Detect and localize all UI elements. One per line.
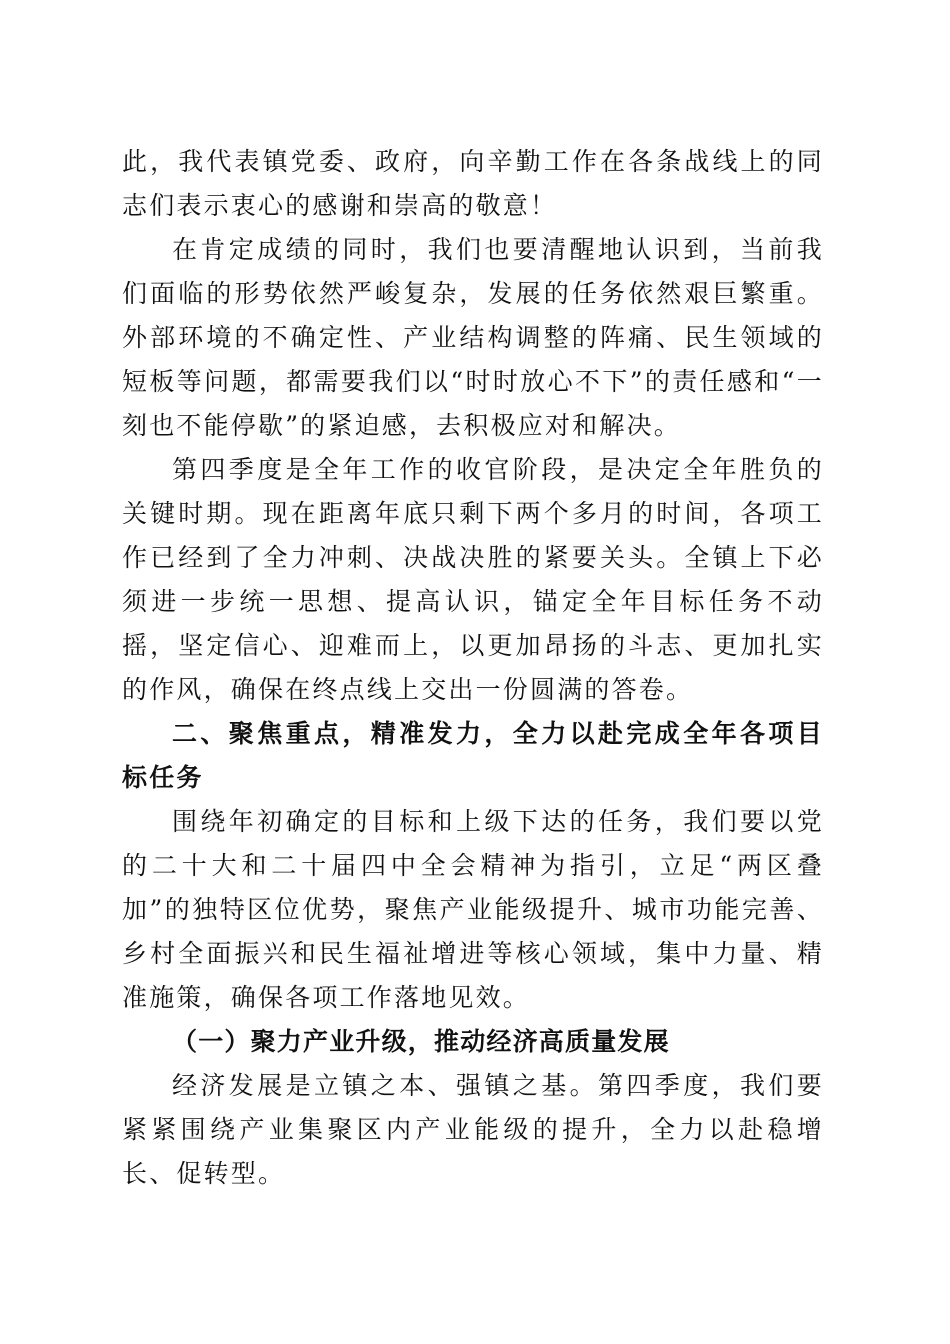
paragraph-challenges: 在肯定成绩的同时，我们也要清醒地认识到，当前我们面临的形势依然严峻复杂，发展的任务依然艰巨繁重。外部环境的不确定性、产业结构调整的阵痛、民生领域的短板等问题，都需要我们以“时时放心不下”的责任感和“一刻也不能停歇”的紧迫感，去积极应对和解决。 [122,235,824,440]
document-body [122,140,824,1196]
paragraph-economy: 经济发展是立镇之本、强镇之基。第四季度，我们要紧紧围绕产业集聚区内产业能级的提升，全力以赴稳增长、促转型。 [122,1071,824,1188]
paragraph-fourth-quarter: 第四季度是全年工作的收官阶段，是决定全年胜负的关键时期。现在距离年底只剩下两个多月的时间，各项工作已经到了全力冲刺、决战决胜的紧要关头。全镇上下必须进一步统一思想、提高认识，锚定全年目标任务不动摇，坚定信心、迎难而上，以更加昂扬的斗志、更加扎实的作风，确保在终点线上交出一份圆满的答卷。 [122,455,824,704]
subsection-heading-one: （一）聚力产业升级，推动经济高质量发展 [172,1027,670,1056]
paragraph-continuation: 此，我代表镇党委、政府，向辛勤工作在各条战线上的同志们表示衷心的感谢和崇高的敬意！ [122,147,824,220]
paragraph-goals: 围绕年初确定的目标和上级下达的任务，我们要以党的二十大和二十届四中全会精神为指引，立足“两区叠加”的独特区位优势，聚焦产业能级提升、城市功能完善、乡村全面振兴和民生福祉增进等核心领域，集中力量、精准施策，确保各项工作落地见效。 [122,807,824,1012]
section-heading-two: 二、聚焦重点，精准发力，全力以赴完成全年各项目标任务 [122,719,824,792]
